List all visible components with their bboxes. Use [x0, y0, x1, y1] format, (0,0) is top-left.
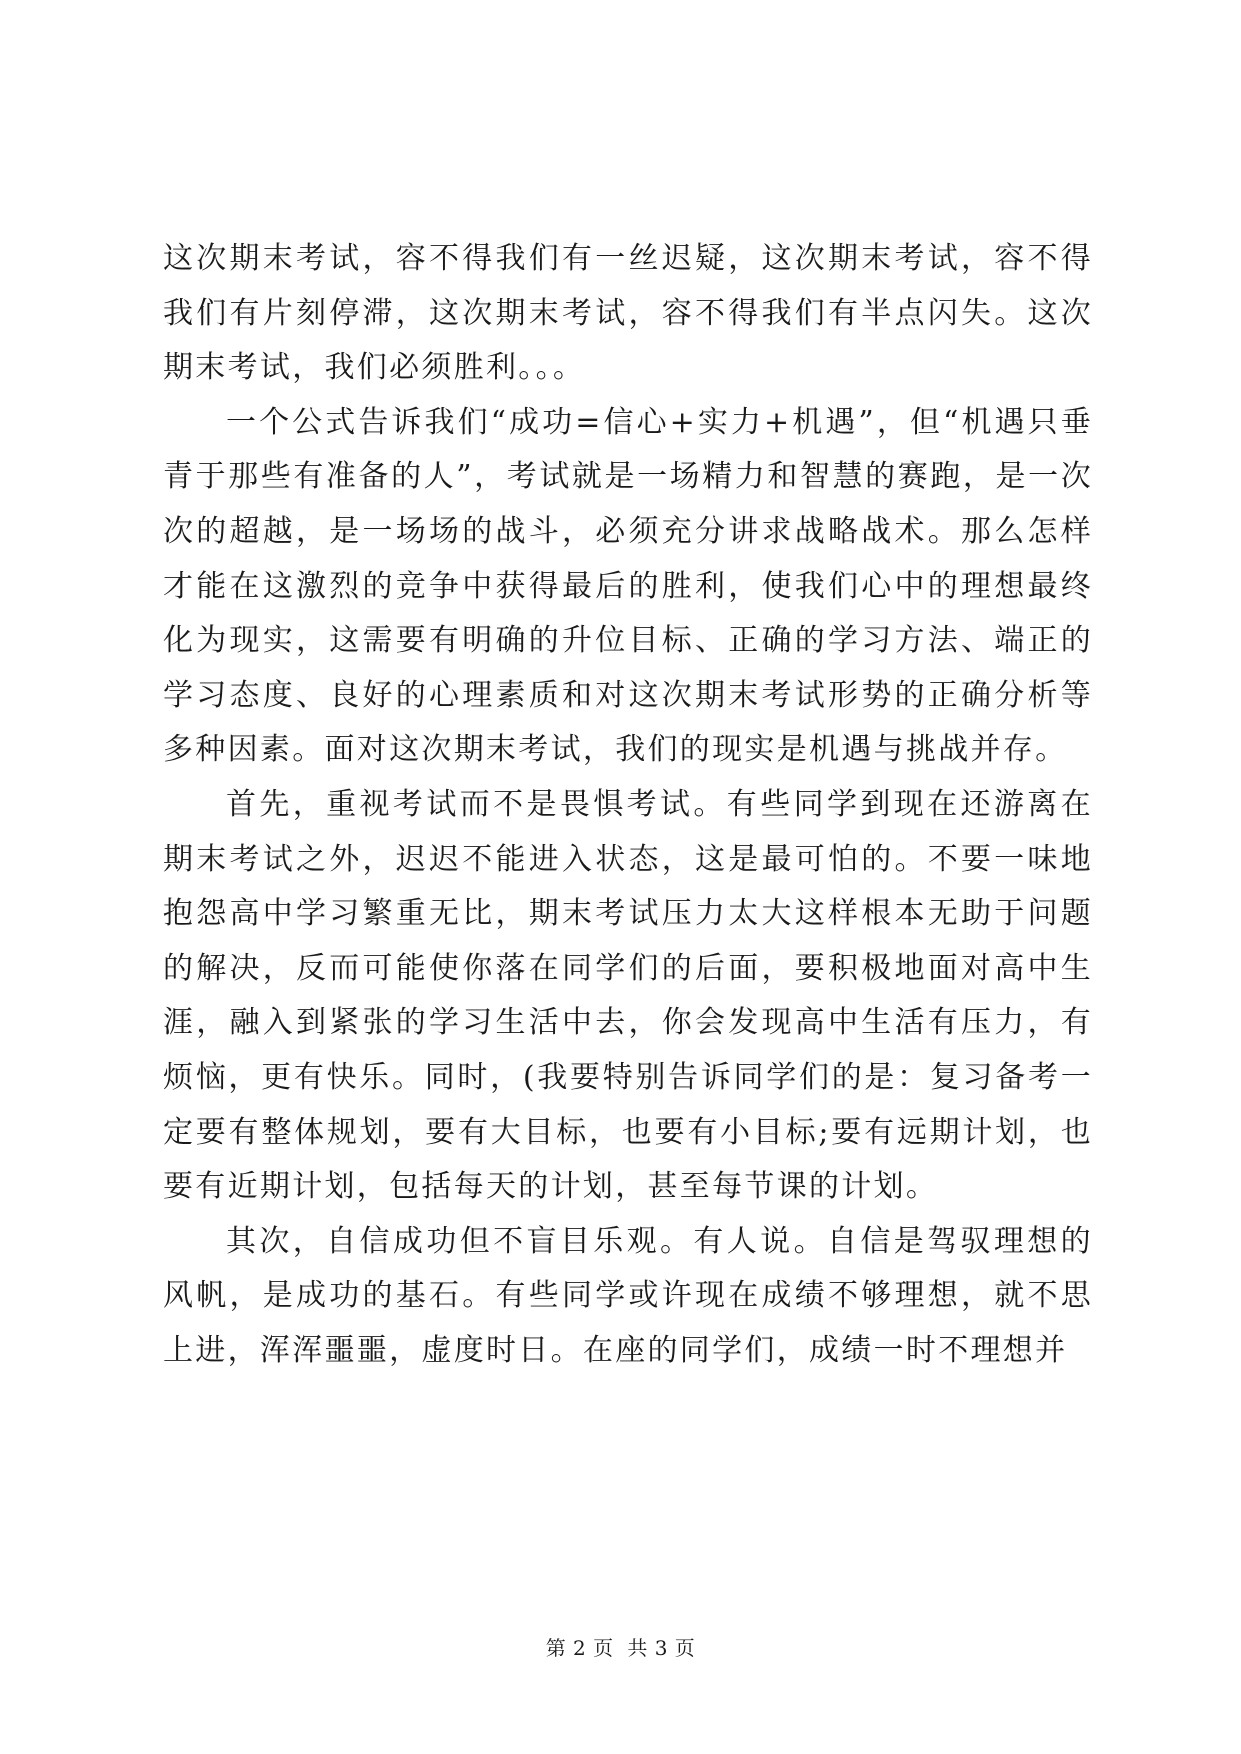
- paragraph: 这次期末考试，容不得我们有一丝迟疑，这次期末考试，容不得我们有片刻停滞，这次期末考试，容不得我们有半点闪失。这次期末考试，我们必须胜利。。。: [163, 241, 1093, 386]
- paragraph: 其次，自信成功但不盲目乐观。有人说。自信是驾驭理想的风帆，是成功的基石。有些同学或许现在成绩不够理想，就不思上进，浑浑噩噩，虚度时日。在座的同学们，成绩一时不理想并: [163, 1223, 1093, 1368]
- paragraph: 首先，重视考试而不是畏惧考试。有些同学到现在还游离在期末考试之外，迟迟不能进入状态，这是最可怕的。不要一味地抱怨高中学习繁重无比，期末考试压力太大这样根本无助于问题的解决，反而可能使你落在同学们的后面，要积极地面对高中生涯，融入到紧张的学习生活中去，你会发现高中生活有压力，有烦恼，更有快乐。同时，(我要特别告诉同学们的是：复习备考一定要有整体规划，要有大目标，也要有小目标;要有远期计划，也要有近期计划，包括每天的计划，甚至每节课的计划。: [163, 786, 1093, 1205]
- paragraph: 一个公式告诉我们“成功=信心+实力+机遇”，但“机遇只垂青于那些有准备的人”，考试就是一场精力和智慧的赛跑，是一次次的超越，是一场场的战斗，必须充分讲求战略战术。那么怎样才能在这激烈的竞争中获得最后的胜利，使我们心中的理想最终化为现实，这需要有明确的升位目标、正确的学习方法、端正的学习态度、良好的心理素质和对这次期末考试形势的正确分析等多种因素。面对这次期末考试，我们的现实是机遇与挑战并存。: [163, 404, 1093, 768]
- page-footer: [0, 1632, 1241, 1661]
- body-text: [163, 232, 1093, 1378]
- page-number-label: 第 2 页 共 3 页: [545, 1636, 696, 1660]
